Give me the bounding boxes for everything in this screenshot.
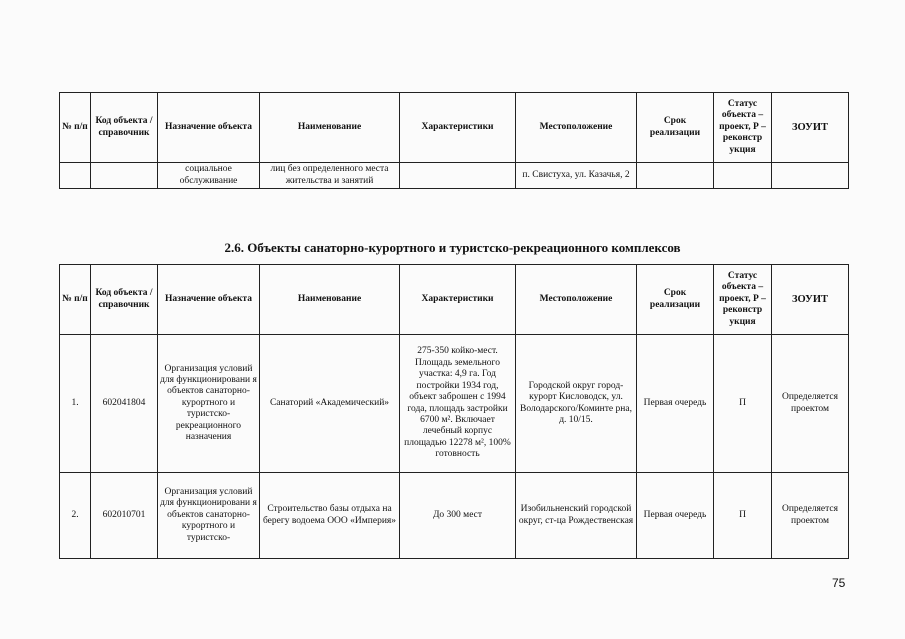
cell-characteristics: 275-350 койко-мест. Площадь земельного участка: 4,9 га. Год постройки 1934 год, объект заброшен с 1994 года, площадь застройки 6700 м². Включает лечебный корпус площадью 12278 м², 100% готовность bbox=[400, 335, 516, 473]
cell-characteristics: До 300 мест bbox=[400, 473, 516, 559]
cell-term: Первая очередь bbox=[637, 473, 714, 559]
cell-zouit bbox=[772, 163, 849, 189]
cell-num: 1. bbox=[60, 335, 91, 473]
cell-status bbox=[714, 163, 772, 189]
cell-num: 2. bbox=[60, 473, 91, 559]
cell-code: 602010701 bbox=[91, 473, 158, 559]
table-row bbox=[60, 163, 849, 189]
header-zouit: ЗОУИТ bbox=[772, 93, 849, 163]
cell-zouit: Определяется проектом bbox=[772, 473, 849, 559]
header-status: Статус объекта – проект, Р – реконстр укция bbox=[714, 265, 772, 335]
header-num: № п/п bbox=[60, 265, 91, 335]
objects-table-continuation bbox=[59, 92, 849, 189]
header-term: Срок реализации bbox=[637, 93, 714, 163]
cell-name: лиц без определенного места жительства и занятий bbox=[260, 163, 400, 189]
page-number: 75 bbox=[832, 576, 846, 590]
header-name: Наименование bbox=[260, 93, 400, 163]
header-num: № п/п bbox=[60, 93, 91, 163]
cell-name: Строительство базы отдыха на берегу водоема ООО «Империя» bbox=[260, 473, 400, 559]
cell-purpose: Организация условий для функционировани я объектов санаторно-курортного и туристско-рекреационного назначения bbox=[158, 335, 260, 473]
header-purpose: Назначение объекта bbox=[158, 93, 260, 163]
cell-name: Санаторий «Академический» bbox=[260, 335, 400, 473]
header-code: Код объекта / справочник bbox=[91, 265, 158, 335]
header-term: Срок реализации bbox=[637, 265, 714, 335]
header-characteristics: Характеристики bbox=[400, 265, 516, 335]
objects-table-resort bbox=[59, 264, 849, 559]
header-purpose: Назначение объекта bbox=[158, 265, 260, 335]
cell-characteristics bbox=[400, 163, 516, 189]
cell-term bbox=[637, 163, 714, 189]
table-row bbox=[60, 473, 849, 559]
cell-code bbox=[91, 163, 158, 189]
table-row bbox=[60, 335, 849, 473]
section-title: 2.6. Объекты санаторно-курортного и туристско-рекреационного комплексов bbox=[224, 240, 681, 255]
cell-purpose: Организация условий для функционировани я объектов санаторно-курортного и туристско- bbox=[158, 473, 260, 559]
table-header-row bbox=[60, 93, 849, 163]
header-name: Наименование bbox=[260, 265, 400, 335]
cell-status: П bbox=[714, 335, 772, 473]
header-zouit: ЗОУИТ bbox=[772, 265, 849, 335]
cell-location: Городской округ город-курорт Кисловодск, ул. Володарского/Коминте рна, д. 10/15. bbox=[516, 335, 637, 473]
table-header-row bbox=[60, 265, 849, 335]
cell-num bbox=[60, 163, 91, 189]
cell-status: П bbox=[714, 473, 772, 559]
header-code: Код объекта / справочник bbox=[91, 93, 158, 163]
cell-term: Первая очередь bbox=[637, 335, 714, 473]
header-location: Местоположение bbox=[516, 265, 637, 335]
cell-code: 602041804 bbox=[91, 335, 158, 473]
cell-location: п. Свистуха, ул. Казачья, 2 bbox=[516, 163, 637, 189]
header-characteristics: Характеристики bbox=[400, 93, 516, 163]
cell-zouit: Определяется проектом bbox=[772, 335, 849, 473]
header-status: Статус объекта – проект, Р – реконстр укция bbox=[714, 93, 772, 163]
header-location: Местоположение bbox=[516, 93, 637, 163]
cell-location: Изобильненский городской округ, ст-ца Рождественская bbox=[516, 473, 637, 559]
cell-purpose: социальное обслуживание bbox=[158, 163, 260, 189]
